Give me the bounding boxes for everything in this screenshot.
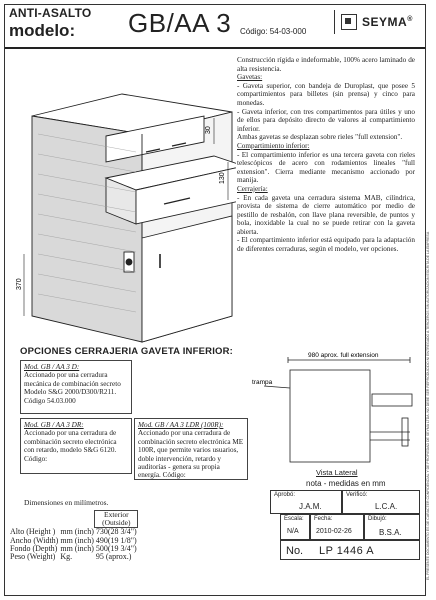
dims-col-header: Exterior (Outside) — [95, 511, 138, 528]
side-view-title: Vista Lateral — [316, 468, 358, 477]
dimensions-table — [9, 510, 138, 561]
title-aprobo: Aprobó: J.A.M. — [270, 490, 342, 514]
desc-upper-drawer: - Gaveta superior, con bandeja de Duroplast, que posee 5 compartimientos para billetes (sin prensa) y cinco para monedas. — [237, 81, 415, 107]
side-view-drawing — [250, 348, 426, 476]
side-view-body — [290, 370, 370, 462]
table-row: Fondo (Depth) mm (inch) 500(19 3/4") — [10, 543, 137, 553]
option-d-body: Accionado por una cerradura mecánica de combinación secreto Modelo S&G 2000/D300/R211. — [24, 371, 121, 397]
option-box-d — [20, 360, 132, 414]
brand-logo — [334, 10, 425, 34]
option-ldr-head: Mod. GB / AA 3 LDR (100R): — [138, 421, 224, 429]
desc-locks-title: Cerrajería: — [237, 184, 268, 193]
desc-locks: - En cada gaveta una cerradura sistema MAB, cilíndrica, provista de sistema de cierre automático por medio de pestillo de resbalón, con llave plana reversible, de puntos y bola, inoxidable la cual no se puede retirar con la gaveta abierta. — [237, 193, 415, 236]
dim-top-drawer: 30 — [205, 126, 212, 134]
desc-adaptation: - El compartimiento inferior está equipado para la adaptación de diferentes cerraduras, según el modelo, ver opciones. — [237, 236, 415, 254]
option-d-head: Mod. GB / AA 3 D: — [24, 363, 80, 371]
measurement-note: nota - medidas en mm — [306, 479, 386, 488]
side-trampa-label: trampa — [252, 379, 273, 386]
category-label: ANTI-ASALTO — [9, 6, 92, 20]
table-row: Peso (Weight) Kg. 95 (aprox.) — [10, 552, 132, 562]
table-row: Alto (Height ) mm (inch) 730(28 3/4") — [10, 527, 137, 537]
brand-name: SEYMA® — [362, 15, 413, 29]
desc-construction: Construcción rígida e indeformable, 100% acero laminado de alta resistencia. — [237, 56, 415, 73]
option-ldr-body: Accionado por una cerradura de combinación secreto electrónica ME 100R, que permite varios usuarios, doble intervención, retardo y auditorías - genera su propia energía. Código: — [138, 429, 244, 480]
cabinet-drawing — [14, 54, 236, 346]
margin-note: EL PRESENTE DOCUMENTO ES DE CARACTER CONFIDENCIAL Y DE PROPIEDAD DE SEYMA LTDA. NO DEBE SER REPRODUCIDO NI ENTREGADO A TERCEROS SIN AUTORIZACION ESCRITA DE LA EMPRESA — [426, 231, 430, 580]
desc-lower-drawer: - Gaveta inferior, con tres compartimentos para útiles y uno de ellos para depósito directo de valores al compartimiento inferior. — [237, 107, 415, 133]
title-verifico: Verificó: L.C.A. — [342, 490, 420, 514]
dim-total-height: 370 — [16, 278, 23, 290]
option-dr-code: Código: — [24, 454, 48, 463]
options-title: OPCIONES CERRAJERIA GAVETA INFERIOR: — [20, 346, 234, 357]
title-escala: Escala: N/A — [280, 514, 310, 540]
model-label: modelo: — [9, 21, 76, 40]
title-dibujo: Dibujó: B.S.A. — [364, 514, 420, 540]
option-d-code: Código 54.03.000 — [24, 396, 76, 405]
dimensions-caption: Dimensiones en milímetros. — [24, 498, 109, 507]
table-row: Ancho (Width) mm (inch) 490(19 1/8") — [10, 535, 137, 545]
option-dr-head: Mod. GB / AA 3 DR: — [24, 421, 84, 429]
option-dr-body: Accionado por una cerradura de combinación secreto electrónica con retardo, modelo S&G 6120. — [24, 429, 117, 455]
title-fecha: Fecha: 2010-02-26 — [310, 514, 364, 540]
desc-compartment-title: Compartimiento inferior: — [237, 141, 310, 150]
dim-middle-drawer: 130 — [219, 172, 226, 184]
product-code: Código: 54-03-000 — [240, 27, 307, 36]
lower-compartment — [142, 216, 232, 342]
desc-rails: Ambas gavetas se desplazan sobre rieles "full extension". — [237, 133, 403, 142]
title-drawing-number: No. LP 1446 A — [280, 540, 420, 560]
option-box-ldr — [134, 418, 248, 480]
model-name: GB/AA 3 — [128, 8, 232, 38]
desc-gavetas-title: Gavetas: — [237, 73, 263, 82]
seyma-logo-icon — [341, 14, 357, 30]
option-box-dr — [20, 418, 132, 474]
desc-compartment: - El compartimiento inferior es una tercera gaveta con rieles telescópicos de acero con rodamientos lineales "full extension". Cierra mediante mecanismo accionado por manija. — [237, 150, 415, 185]
product-description — [237, 56, 415, 254]
side-extension-label: 980 aprox. full extension — [308, 352, 379, 359]
